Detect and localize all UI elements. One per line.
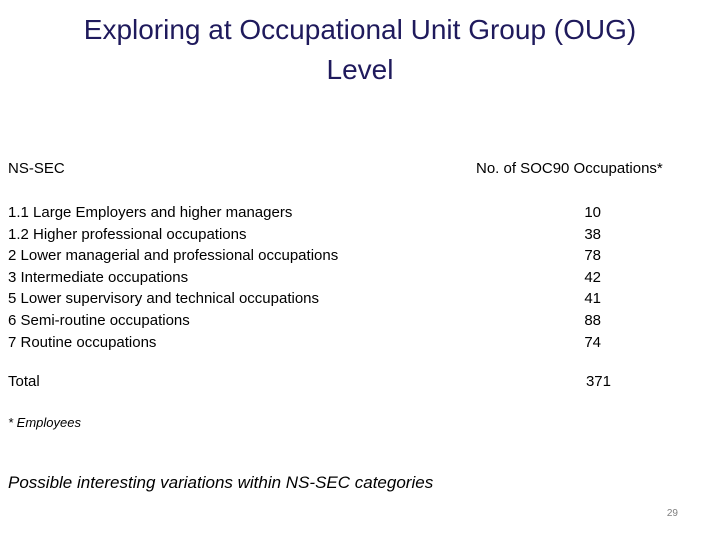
row-value: 41: [584, 290, 601, 308]
row-label: 1.2 Higher professional occupations: [8, 225, 247, 243]
total-value: 371: [585, 373, 611, 390]
row-label: 3 Intermediate occupations: [8, 268, 189, 286]
table-row: [8, 332, 648, 354]
italic-note: Possible interesting variations within NS-SEC categories: [8, 473, 434, 492]
row-value: 74: [584, 333, 601, 351]
title-line-1: Exploring at Occupational Unit Group (OUG): [83, 14, 637, 45]
page-number: 29: [666, 508, 678, 519]
row-label: 5 Lower supervisory and technical occupations: [8, 290, 320, 308]
table-row: [8, 224, 648, 246]
table-body: [8, 202, 648, 353]
footnote: * Employees: [8, 415, 81, 430]
total-row: [8, 373, 648, 390]
slide-title: [30, 10, 690, 90]
table-row: [8, 310, 648, 332]
row-value: 88: [584, 311, 601, 329]
row-label: 6 Semi-routine occupations: [8, 311, 190, 329]
table-row: [8, 202, 648, 224]
column-header-ns-sec: NS-SEC: [8, 160, 65, 177]
total-label: Total: [8, 373, 40, 390]
row-value: 42: [584, 268, 601, 286]
table-row: [8, 267, 648, 289]
column-header-occupations: No. of SOC90 Occupations*: [476, 160, 663, 177]
table-row: [8, 245, 648, 267]
row-label: 2 Lower managerial and professional occupations: [8, 247, 339, 265]
row-value: 10: [584, 204, 601, 221]
row-value: 38: [584, 225, 601, 243]
title-line-2: Level: [326, 54, 394, 85]
row-value: 78: [584, 247, 601, 265]
row-label: 1.1 Large Employers and higher managers: [8, 204, 293, 221]
table-row: [8, 288, 648, 310]
row-label: 7 Routine occupations: [8, 333, 157, 351]
